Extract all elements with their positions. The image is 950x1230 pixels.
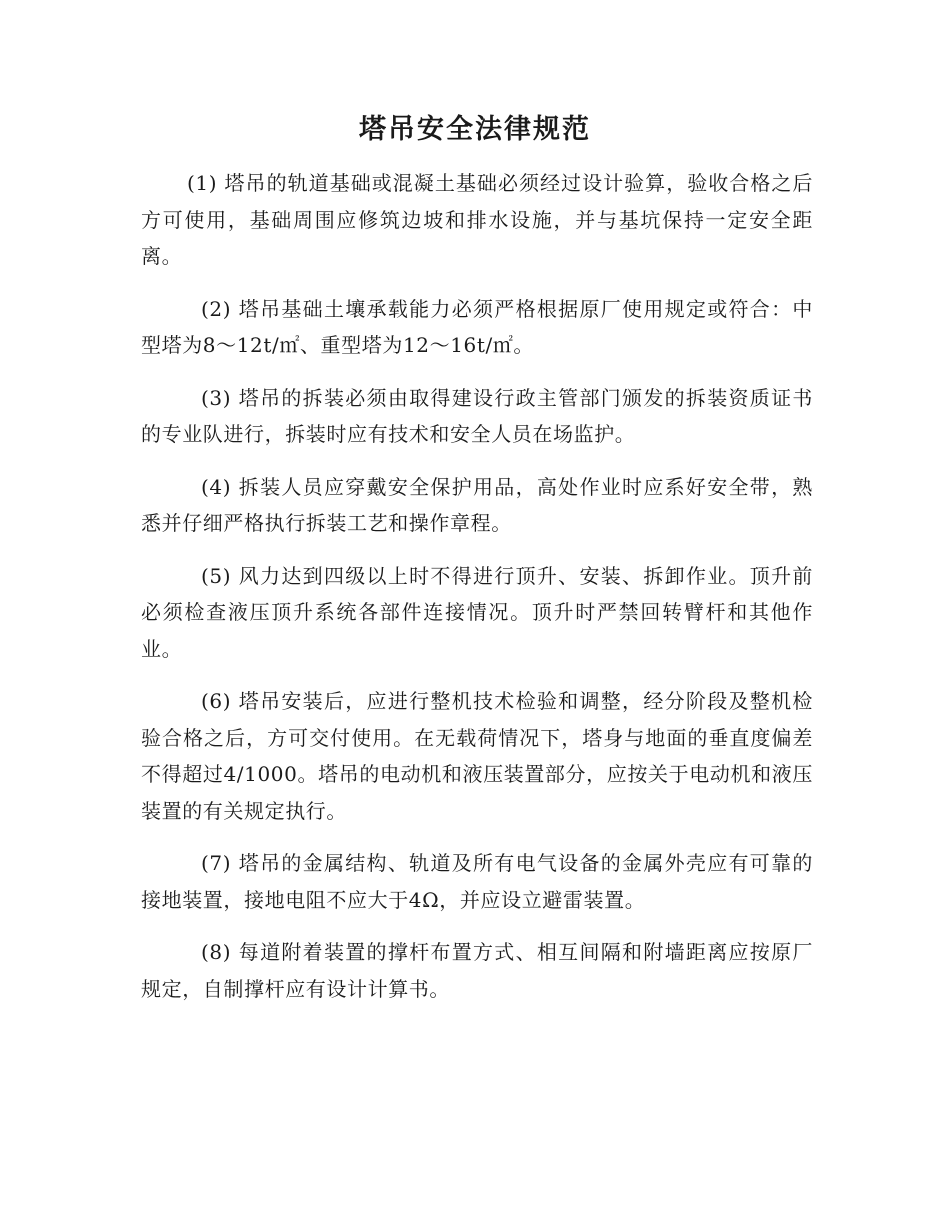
paragraph-3: (3) 塔吊的拆装必须由取得建设行政主管部门颁发的拆装资质证书的专业队进行，拆装时应有技术和安全人员在场监护。 [141, 385, 813, 446]
document-title: 塔吊安全法律规范 [359, 114, 591, 145]
paragraph-5: (5) 风力达到四级以上时不得进行顶升、安装、拆卸作业。顶升前必须检查液压顶升系统各部件连接情况。顶升时严禁回转臂杆和其他作业。 [141, 563, 813, 661]
paragraph-1: (1) 塔吊的轨道基础或混凝土基础必须经过设计验算，验收合格之后方可使用，基础周围应修筑边坡和排水设施，并与基坑保持一定安全距离。 [141, 171, 813, 268]
paragraph-2: (2) 塔吊基础土壤承载能力必须严格根据原厂使用规定或符合：中型塔为8～12t/㎡、重型塔为12～16t/㎡。 [141, 296, 813, 357]
paragraph-8: (8) 每道附着装置的撑杆布置方式、相互间隔和附墙距离应按原厂规定，自制撑杆应有设计计算书。 [141, 940, 813, 1001]
paragraph-6: (6) 塔吊安装后，应进行整机技术检验和调整，经分阶段及整机检验合格之后，方可交付使用。在无载荷情况下，塔身与地面的垂直度偏差不得超过4/1000。塔吊的电动机和液压装置部分，应按关于电动机和液压装置的有关规定执行。 [141, 689, 813, 823]
document-body [141, 165, 813, 1023]
paragraph-4: (4) 拆装人员应穿戴安全保护用品，高处作业时应系好安全带，熟悉并仔细严格执行拆装工艺和操作章程。 [141, 474, 813, 535]
paragraph-7: (7) 塔吊的金属结构、轨道及所有电气设备的金属外壳应有可靠的接地装置，接地电阻不应大于4Ω，并应设立避雷装置。 [141, 851, 813, 912]
